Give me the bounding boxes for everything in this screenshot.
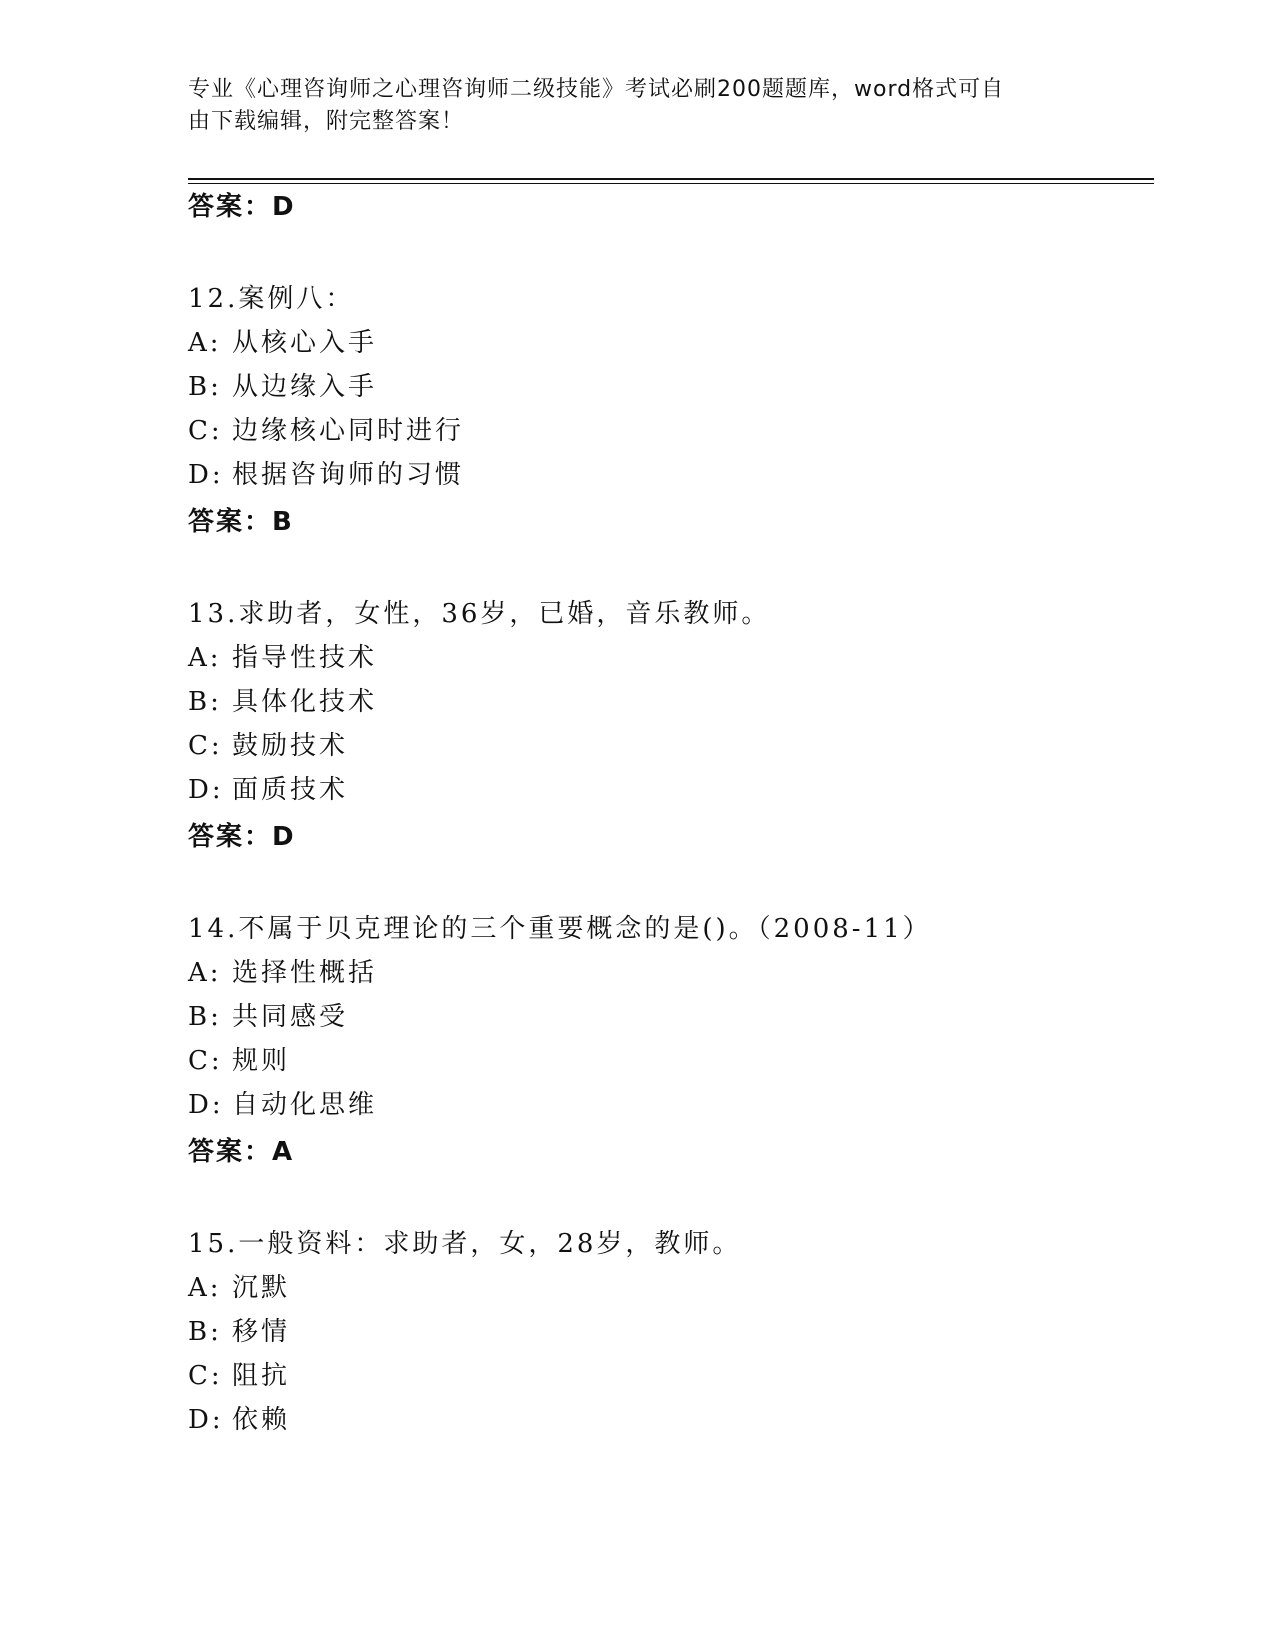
- option-label: B:: [188, 1317, 222, 1347]
- option-label: C:: [188, 1046, 223, 1076]
- answer-label: 答案：: [188, 507, 273, 537]
- option-label: D:: [188, 1405, 224, 1435]
- option-text: 鼓励技术: [232, 731, 349, 761]
- option-text: 依赖: [232, 1405, 291, 1435]
- option-d: [188, 773, 348, 807]
- answer-value: A: [272, 1137, 295, 1167]
- option-label: B:: [188, 1002, 222, 1032]
- option-a: [188, 1271, 290, 1305]
- option-label: C:: [188, 1361, 223, 1391]
- option-a: [188, 641, 377, 675]
- header-rule-thin: [188, 183, 1154, 184]
- option-b: [188, 685, 377, 719]
- question-stem: 12.案例八：: [188, 284, 355, 314]
- option-label: A:: [188, 643, 222, 673]
- option-text: 从核心入手: [232, 328, 378, 358]
- option-label: C:: [188, 731, 223, 761]
- option-label: B:: [188, 372, 222, 402]
- option-label: C:: [188, 416, 223, 446]
- option-d: [188, 1088, 377, 1122]
- option-c: [188, 1044, 290, 1078]
- question-stem: 14.不属于贝克理论的三个重要概念的是()。（2008-11）: [188, 914, 932, 944]
- option-label: A:: [188, 958, 222, 988]
- header-rule-thick: [188, 178, 1154, 180]
- option-c: [188, 1359, 290, 1393]
- answer-value: D: [272, 822, 296, 852]
- question-stem: 13.求助者，女性，36岁，已婚，音乐教师。: [188, 599, 771, 629]
- header-line-1: 专业《心理咨询师之心理咨询师二级技能》考试必刷200题题库，word格式可自: [188, 77, 1005, 102]
- option-text: 根据咨询师的习惯: [232, 460, 465, 490]
- option-b: [188, 1000, 348, 1034]
- answer-value: B: [272, 507, 294, 537]
- option-text: 阻抗: [232, 1361, 291, 1391]
- answer-line: [188, 190, 296, 224]
- option-text: 规则: [232, 1046, 291, 1076]
- option-text: 具体化技术: [232, 687, 378, 717]
- option-b: [188, 1315, 290, 1349]
- option-label: A:: [188, 328, 222, 358]
- answer-line: [188, 1135, 294, 1169]
- option-label: A:: [188, 1273, 222, 1303]
- option-label: B:: [188, 687, 222, 717]
- option-text: 面质技术: [232, 775, 349, 805]
- option-label: D:: [188, 460, 224, 490]
- option-d: [188, 1403, 290, 1437]
- option-c: [188, 414, 464, 448]
- answer-label: 答案：: [188, 822, 273, 852]
- document-header: [188, 74, 1088, 138]
- option-text: 选择性概括: [232, 958, 378, 988]
- option-c: [188, 729, 348, 763]
- answer-value: D: [272, 192, 296, 222]
- option-label: D:: [188, 1090, 224, 1120]
- option-b: [188, 370, 377, 404]
- answer-label: 答案：: [188, 192, 273, 222]
- header-line-2: 由下载编辑，附完整答案！: [188, 109, 465, 134]
- option-a: [188, 326, 377, 360]
- option-text: 从边缘入手: [232, 372, 378, 402]
- option-label: D:: [188, 775, 224, 805]
- answer-line: [188, 820, 296, 854]
- option-text: 边缘核心同时进行: [232, 416, 465, 446]
- answer-line: [188, 505, 294, 539]
- question-stem: 15.一般资料：求助者，女，28岁，教师。: [188, 1229, 742, 1259]
- option-d: [188, 458, 464, 492]
- option-text: 移情: [232, 1317, 291, 1347]
- option-text: 自动化思维: [232, 1090, 378, 1120]
- option-text: 共同感受: [232, 1002, 349, 1032]
- option-text: 沉默: [232, 1273, 291, 1303]
- option-a: [188, 956, 377, 990]
- option-text: 指导性技术: [232, 643, 378, 673]
- answer-label: 答案：: [188, 1137, 273, 1167]
